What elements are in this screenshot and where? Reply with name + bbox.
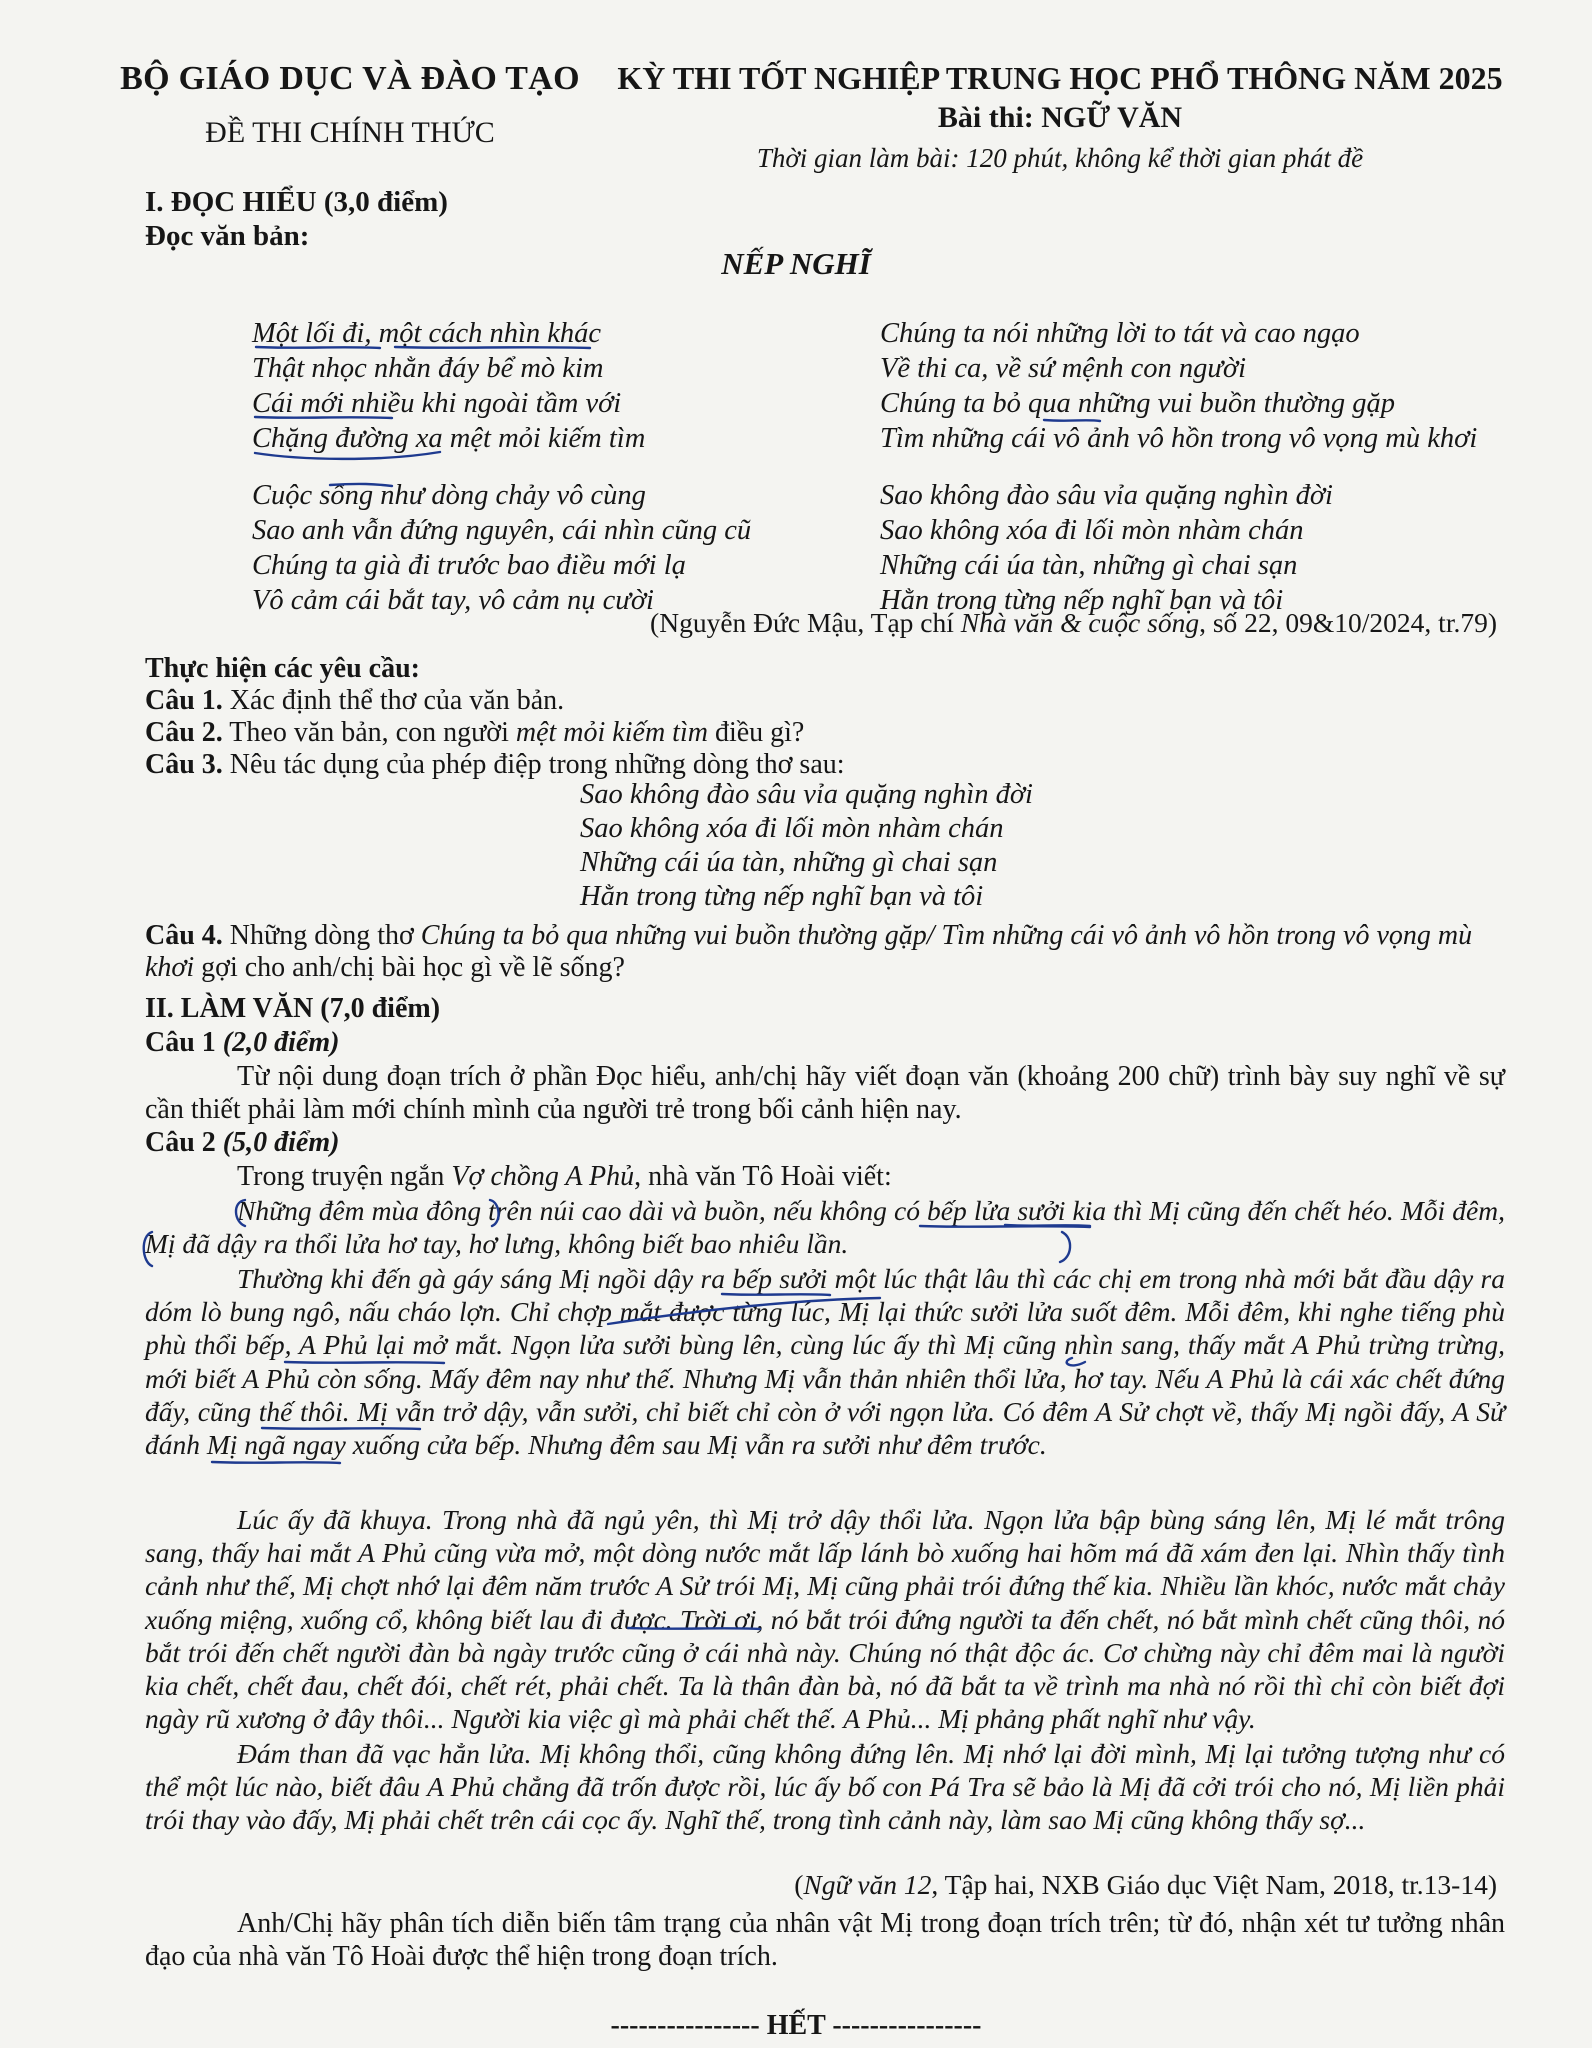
question-2 — [145, 716, 1505, 750]
excerpt-paragraph-4: Đám than đã vạc hẳn lửa. Mị không thổi, cũng không đứng lên. Mị nhớ lại đời mình, Mị lại tưởng tượng như có thể một lúc nào, biết đâu A Phủ chẳng đã trốn được rồi, lúc ấy bố con Pá Tra sẽ bảo là Mị đã cởi trói cho nó, Mị liền phải trói thay vào đấy, Mị phải chết trên cái cọc ấy. Nghĩ thế, trong tình cảnh này, làm sao Mị cũng không thấy sợ... — [145, 1738, 1505, 1836]
end-marker: ---------------- HẾT ---------------- — [610, 2010, 982, 2041]
q2-text-italic: mệt mỏi kiếm tìm — [515, 717, 708, 748]
q4-text-b: gợi cho anh/chị bài học gì về lẽ sống? — [194, 952, 625, 983]
source-suffix: , số 22, 09&10/2024, tr.79) — [1199, 607, 1497, 638]
q1-label: Câu 1. — [145, 685, 223, 716]
poem-left-stanza-1 — [252, 316, 751, 456]
essay-2-task: Anh/Chị hãy phân tích diễn biến tâm trạng của nhân vật Mị trong đoạn trích trên; từ đó, nhận xét tư tưởng nhân đạo của nhà văn Tô Hoài được thể hiện trong đoạn trích. — [145, 1908, 1505, 1973]
excerpt-paragraph-1: Những đêm mùa đông trên núi cao dài và buồn, nếu không có bếp lửa sưởi kia thì Mị cũng đến chết héo. Mỗi đêm, Mị đã dậy ra thổi lửa hơ tay, hơ lưng, không biết bao nhiêu lần. — [145, 1195, 1505, 1260]
essay-2-intro — [145, 1160, 1505, 1193]
section2-heading — [145, 992, 1505, 1026]
excerpt-paragraph-3: Lúc ấy đã khuya. Trong nhà đã ngủ yên, thì Mị trở dậy thổi lửa. Ngọn lửa bập bùng sáng lên, Mị lé mắt trông sang, thấy hai mắt A Phủ cũng vừa mở, một dòng nước mắt lấp lánh bò xuống hai hõm má đã xám đen lại. Nhìn thấy tình cảnh như thế, Mị chợt nhớ lại đêm năm trước A Sử trói Mị, Mị cũng phải trói đứng thế kia. Nhiều lần khóc, nước mắt chảy xuống miệng, xuống cổ, không biết lau đi được. Trời ơi, nó bắt trói đứng người ta đến chết, nó bắt mình chết cũng thôi, nó bắt trói đến chết người đàn bà ngày trước cũng ở cái nhà này. Chúng nó thật độc ác. Cơ chừng này chỉ đêm mai là người kia chết, chết đau, chết đói, chết rét, phải chết. Ta là thân đàn bà, nó đã bắt ta về trình ma nhà nó rồi thì chỉ còn biết đợi ngày rũ xương ở đây thôi... Người kia việc gì mà phải chết thế. A Phủ... Mị phảng phất nghĩ như vậy. — [145, 1504, 1505, 1735]
poem-title: NẾP NGHĨ — [721, 246, 871, 281]
q2-text-b: điều gì? — [707, 717, 805, 748]
q4-label: Câu 4. — [145, 920, 223, 951]
subject-title: Bài thi: NGỮ VĂN — [937, 101, 1183, 134]
quote-line: Sao không xóa đi lối mòn nhàm chán — [580, 813, 1004, 844]
poem-line: Chặng đường xa mệt mỏi kiếm tìm — [252, 423, 646, 454]
header-left — [120, 60, 580, 150]
q1-text: Xác định thể thơ của văn bản. — [222, 685, 565, 716]
poem-source — [650, 607, 1497, 639]
official-label: ĐỀ THI CHÍNH THỨC — [205, 116, 495, 149]
underline-mark — [212, 1462, 340, 1463]
quote-line: Sao không đào sâu vỉa quặng nghìn đời — [580, 779, 1033, 810]
poem-line: Vô cảm cái bắt tay, vô cảm nụ cười — [252, 585, 654, 616]
essay-1-heading — [145, 1026, 1505, 1060]
excerpt-source — [794, 1869, 1497, 1901]
c1-label: Câu 1 — [145, 1027, 223, 1058]
question-4 — [145, 920, 1505, 984]
q4-text-a: Những dòng thơ — [222, 920, 421, 951]
source-journal: Nhà văn & cuộc sống — [960, 607, 1200, 638]
section2-heading-text: II. LÀM VĂN (7,0 điểm) — [145, 993, 441, 1024]
poem-line: Sao không xóa đi lối mòn nhàm chán — [880, 515, 1304, 546]
c2-intro-a: Trong truyện ngắn — [237, 1161, 452, 1192]
poem-line: Chúng ta nói những lời to tát và cao ngạo — [880, 318, 1360, 349]
c1-points: (2,0 điểm) — [222, 1027, 340, 1058]
essay-2-heading — [145, 1126, 1505, 1160]
tasks-heading-text: Thực hiện các yêu cầu: — [145, 653, 421, 684]
essay-1-text: Từ nội dung đoạn trích ở phần Đọc hiểu, anh/chị hãy viết đoạn văn (khoảng 200 chữ) trình bày suy nghĩ về sự cần thiết phải làm mới chính mình của người trẻ trong bối cảnh hiện nay. — [145, 1061, 1505, 1126]
source-prefix: (Nguyễn Đức Mậu, Tạp chí — [650, 607, 961, 638]
poem-left-stanza-2 — [252, 478, 751, 618]
poem-right-stanza-1 — [880, 316, 1477, 456]
c2-label: Câu 2 — [145, 1127, 223, 1158]
read-prompt: Đọc văn bản: — [145, 220, 310, 252]
q2-label: Câu 2. — [145, 717, 223, 748]
poem-line: Chúng ta già đi trước bao điều mới lạ — [252, 550, 686, 581]
poem-line: Cái mới nhiều khi ngoài tầm với — [252, 388, 622, 419]
q3-quote — [580, 778, 1033, 914]
ministry-name: BỘ GIÁO DỤC VÀ ĐÀO TẠO — [120, 60, 580, 97]
tasks-heading — [145, 652, 1505, 686]
poem-line: Hằn trong từng nếp nghĩ bạn và tôi — [880, 585, 1284, 616]
header-right — [600, 60, 1520, 174]
poem-line: Một lối đi, một cách nhìn khác — [252, 318, 602, 349]
poem-line: Cuộc sống như dòng chảy vô cùng — [252, 480, 646, 511]
excerpt-paragraph-2: Thường khi đến gà gáy sáng Mị ngồi dậy ra bếp sưởi một lúc thật lâu thì các chị em trong nhà mới bắt đầu dậy ra dóm lò bung ngô, nấu cháo lợn. Chỉ chợp mắt được từng lúc, Mị lại thức sưởi lửa suốt đêm. Mỗi đêm, khi nghe tiếng phù phù thổi bếp, A Phủ lại mở mắt. Ngọn lửa sưởi bùng lên, cùng lúc ấy thì Mị cũng nhìn sang, thấy mắt A Phủ trừng trừng, mới biết A Phủ còn sống. Mấy đêm nay như thế. Nhưng Mị vẫn thản nhiên thổi lửa, hơ tay. Nếu A Phủ là cái xác chết đứng đấy, cũng thế thôi. Mị vẫn trở dậy, vẫn sưởi, chỉ biết chỉ còn ở với ngọn lửa. Có đêm A Sử chợt về, thấy Mị ngồi đấy, A Sử đánh Mị ngã ngay xuống cửa bếp. Nhưng đêm sau Mị vẫn ra sưởi như đêm trước. — [145, 1263, 1505, 1461]
section1-heading: I. ĐỌC HIỂU (3,0 điểm) — [145, 186, 448, 218]
c2-intro-italic: Vợ chồng A Phủ — [451, 1161, 635, 1192]
q3-text: Nêu tác dụng của phép điệp trong những dòng thơ sau: — [222, 749, 845, 780]
poem-right-stanza-2 — [880, 478, 1477, 618]
quote-line: Hằn trong từng nếp nghĩ bạn và tôi — [580, 881, 984, 912]
c2-points: (5,0 điểm) — [222, 1127, 340, 1158]
src2-prefix: ( — [794, 1869, 804, 1900]
src2-suffix: , Tập hai, NXB Giáo dục Việt Nam, 2018, tr.13-14) — [931, 1869, 1497, 1900]
question-1 — [145, 684, 1505, 718]
q2-text-a: Theo văn bản, con người — [222, 717, 516, 748]
q4-text-italic: Chúng ta bỏ qua những vui buồn thường gặp/ Tìm những cái vô ảnh vô hồn trong vô vọng mù khơi — [145, 920, 1473, 983]
poem-line: Chúng ta bỏ qua những vui buồn thường gặp — [880, 388, 1395, 419]
question-3 — [145, 748, 1505, 782]
poem-line: Thật nhọc nhằn đáy bể mò kim — [252, 353, 604, 384]
poem-line: Tìm những cái vô ảnh vô hồn trong vô vọng mù khơi — [880, 423, 1478, 454]
exam-title: KỲ THI TỐT NGHIỆP TRUNG HỌC PHỔ THÔNG NĂM 2025 — [617, 60, 1503, 96]
quote-line: Những cái úa tàn, những gì chai sạn — [580, 847, 998, 878]
poem-right-column — [880, 316, 1477, 618]
poem-line: Sao anh vẫn đứng nguyên, cái nhìn cũng cũ — [252, 515, 752, 546]
c2-intro-b: , nhà văn Tô Hoài viết: — [634, 1161, 892, 1192]
poem-left-column — [252, 316, 751, 618]
q3-label: Câu 3. — [145, 749, 223, 780]
poem-line: Sao không đào sâu vỉa quặng nghìn đời — [880, 480, 1333, 511]
poem-line: Về thi ca, về sứ mệnh con người — [880, 353, 1247, 384]
poem-line: Những cái úa tàn, những gì chai sạn — [880, 550, 1298, 581]
src2-book: Ngữ văn 12 — [803, 1869, 932, 1900]
time-note: Thời gian làm bài: 120 phút, không kể thời gian phát đề — [756, 143, 1364, 173]
